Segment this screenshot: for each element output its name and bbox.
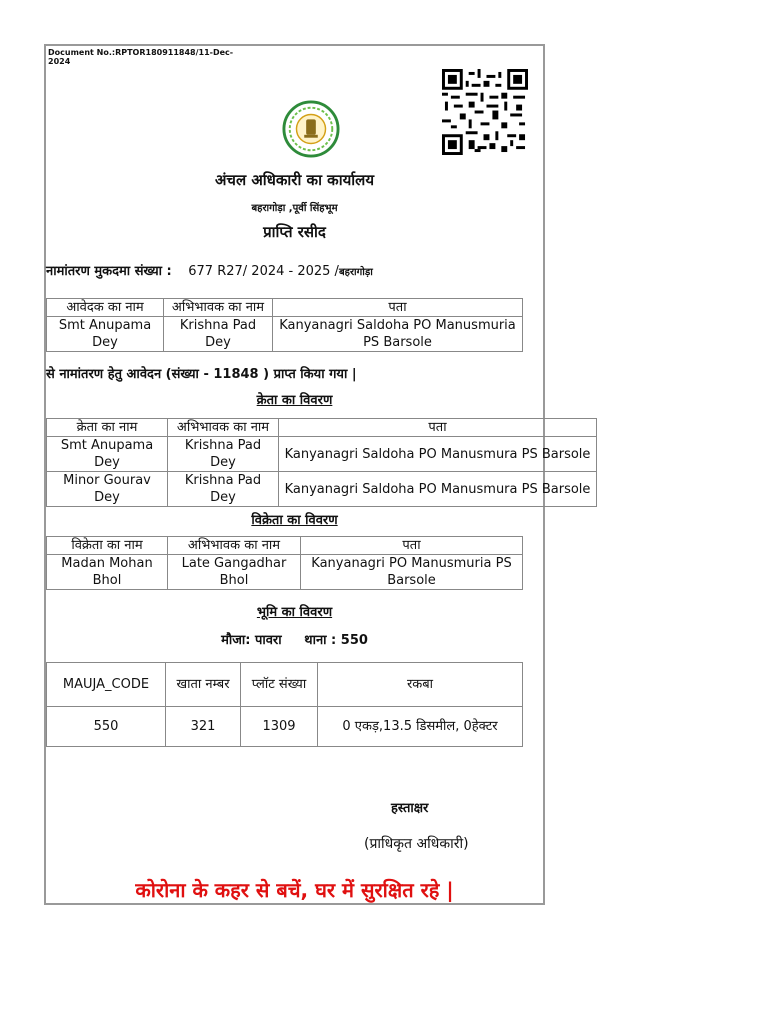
buyer-section-title: क्रेता का विवरण [256,393,333,408]
table-cell: 321 [166,707,241,747]
office-title: अंचल अधिकारी का कार्यालय [214,171,375,189]
table-cell: Minor Gourav Dey [47,472,168,507]
table-cell: 550 [47,707,166,747]
table-row [47,555,523,590]
table-cell: Smt Anupama Dey [47,317,164,352]
table-header: अभिभावक का नाम [168,537,301,555]
thana-label: थाना : [304,633,337,648]
state-emblem-icon [282,100,340,158]
mauja-label: मौजा: [221,633,251,648]
table-row [47,437,597,472]
table-cell: Krishna Pad Dey [168,472,279,507]
seller-table [46,536,523,590]
table-cell: Kanyanagri Saldoha PO Manusmuria PS Barsole [273,317,523,352]
table-cell: Kanyanagri PO Manusmuria PS Barsole [301,555,523,590]
mauja-value: पावरा [254,633,282,648]
table-header-row [47,537,523,555]
table-cell: 1309 [241,707,318,747]
receipt-title: प्राप्ति रसीद [263,223,326,241]
table-header: विक्रेता का नाम [47,537,168,555]
table-header: अभिभावक का नाम [168,419,279,437]
office-location: बहरागोड़ा ,पूर्वी सिंहभूम [251,203,338,214]
table-header-row [47,299,523,317]
applicant-table [46,298,523,352]
case-number: 677 R27/ 2024 - 2025 / [188,264,339,279]
table-header: अभिभावक का नाम [164,299,273,317]
document-number: Document No.:RPTOR180911848/11-Dec-2024 [48,48,234,66]
table-cell: Late Gangadhar Bhol [168,555,301,590]
land-section-title: भूमि का विवरण [256,605,333,620]
case-number-line [46,261,373,279]
table-cell: 0 एकड़,13.5 डिसमील, 0हेक्टर [318,707,523,747]
signature-label: हस्ताक्षर [391,801,429,816]
table-cell: Smt Anupama Dey [47,437,168,472]
receipt-page [44,44,591,905]
case-circle: बहरागोड़ा [338,267,373,278]
table-row [47,317,523,352]
thana-value: 550 [340,633,368,648]
table-row [47,472,597,507]
mauja-line [46,630,543,648]
table-header: रकबा [318,663,523,707]
table-header: MAUJA_CODE [47,663,166,707]
authority-label: (प्राधिकृत अधिकारी) [364,836,469,852]
received-statement: से नामांतरण हेतु आवेदन (संख्या - 11848 ) प्राप्त किया गया | [46,367,357,382]
table-header: खाता नम्बर [166,663,241,707]
table-cell: Kanyanagri Saldoha PO Manusmura PS Barsole [279,437,597,472]
case-label: नामांतरण मुकदमा संख्या : [46,264,172,279]
table-header: पता [273,299,523,317]
table-header: पता [301,537,523,555]
table-cell: Kanyanagri Saldoha PO Manusmura PS Barsole [279,472,597,507]
table-header: आवेदक का नाम [47,299,164,317]
table-header: प्लॉट संख्या [241,663,318,707]
table-cell: Krishna Pad Dey [168,437,279,472]
table-cell: Madan Mohan Bhol [47,555,168,590]
qr-code-icon [442,68,528,156]
table-header: क्रेता का नाम [47,419,168,437]
table-row [47,707,523,747]
table-cell: Krishna Pad Dey [164,317,273,352]
table-header-row [47,663,523,707]
table-header-row [47,419,597,437]
corona-slogan: कोरोना के कहर से बचें, घर में सुरक्षित रहे | [135,878,454,902]
seller-section-title: विक्रेता का विवरण [251,513,338,528]
buyer-table [46,418,597,507]
land-table [46,662,523,747]
table-header: पता [279,419,597,437]
